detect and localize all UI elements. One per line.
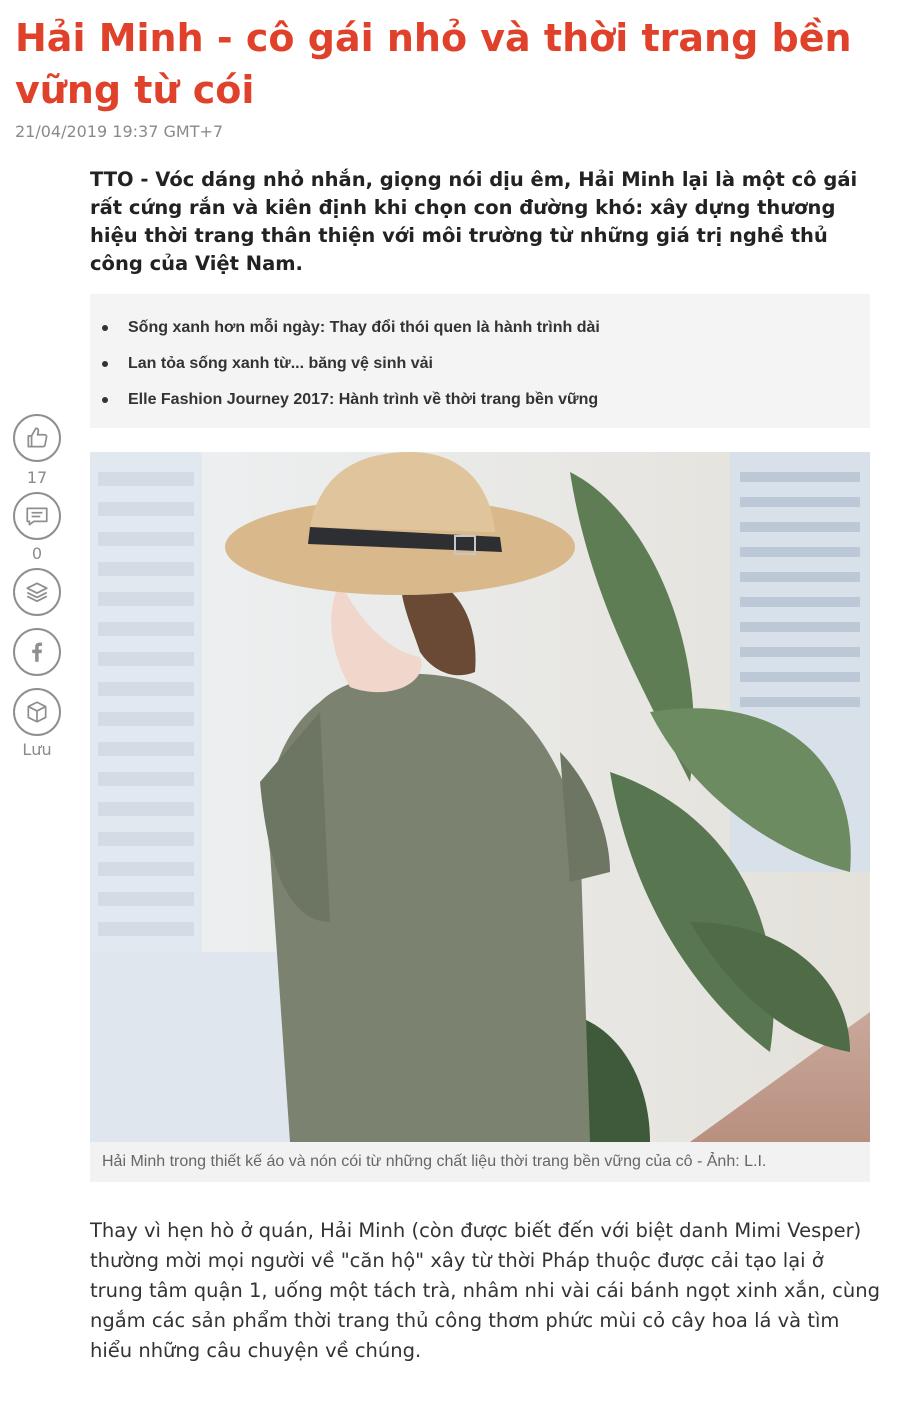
comment-icon [24,503,50,529]
article-title: Hải Minh - cô gái nhỏ và thời trang bền vững từ cói [15,16,852,112]
related-article-link[interactable]: Lan tỏa sống xanh từ... băng vệ sinh vải [128,346,870,382]
article-paragraph: Thay vì hẹn hò ở quán, Hải Minh (còn được biết đến với biệt danh Mimi Vesper) thường mời mọi người về "căn hộ" xây từ thời Pháp thuộc được cải tạo lại ở trung tâm quận 1, uống một tách trà, nhâm nhi vài cái bánh ngọt xinh xắn, cùng ngắm các sản phẩm thời trang thủ công thơm phức mùi cỏ cây hoa lá và tìm hiểu những câu chuyện về chúng. [90,1219,880,1362]
facebook-share-button[interactable] [13,628,61,676]
comment-count: 0 [31,544,43,563]
layers-icon [24,579,50,605]
save-button[interactable] [13,688,61,736]
related-articles-box [90,294,870,428]
related-article-link[interactable]: Elle Fashion Journey 2017: Hành trình về thời trang bền vững [128,382,870,418]
publish-date: 21/04/2019 19:37 GMT+7 [15,122,224,141]
woman-in-straw-hat-photo [90,452,870,1142]
like-count: 17 [26,468,48,487]
save-label: Lưu [22,740,52,759]
comment-button[interactable] [13,492,61,540]
like-button[interactable] [13,414,61,462]
share-layers-button[interactable] [13,568,61,616]
article-sapo: TTO - Vóc dáng nhỏ nhắn, giọng nói dịu êm, Hải Minh lại là một cô gái rất cứng rắn và kiên định khi chọn con đường khó: xây dựng thương hiệu thời trang thân thiện với môi trường từ những giá trị nghề thủ công của Việt Nam. [90,168,858,275]
article-photo [90,452,870,1142]
thumbs-up-icon [24,425,50,451]
photo-caption: Hải Minh trong thiết kế áo và nón cói từ những chất liệu thời trang bền vững của cô - Ảnh: L.I. [90,1142,870,1182]
related-article-link[interactable]: Sống xanh hơn mỗi ngày: Thay đổi thói quen là hành trình dài [128,310,870,346]
facebook-icon [24,639,50,665]
save-box-icon [24,699,50,725]
related-articles-list [128,310,870,418]
